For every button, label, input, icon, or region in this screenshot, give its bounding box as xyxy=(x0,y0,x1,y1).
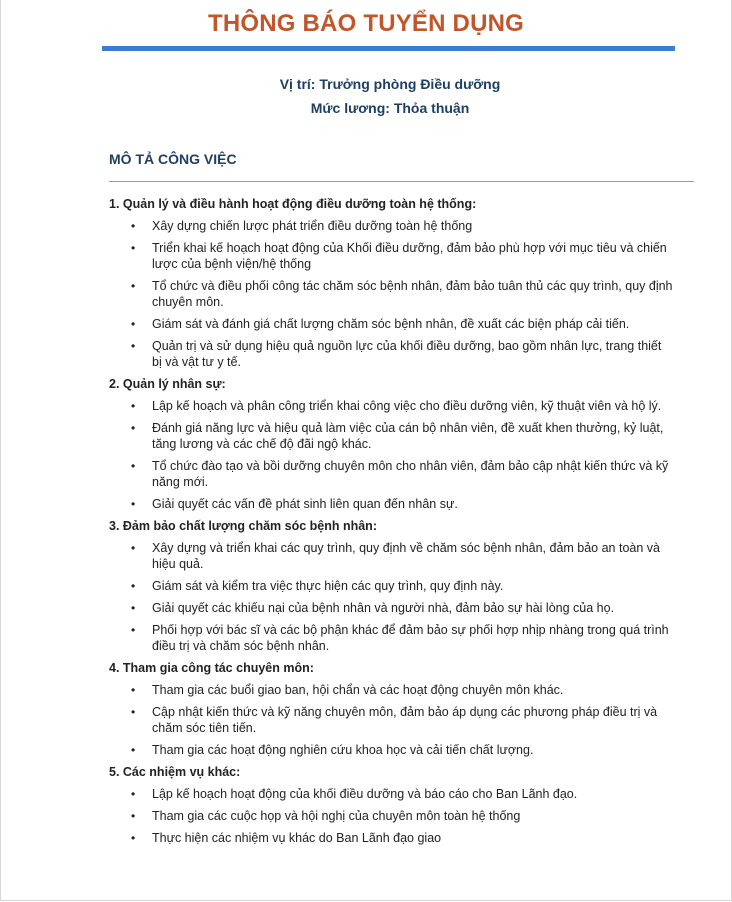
list-item-text: Giải quyết các vấn đề phát sinh liên quan đến nhân sự. xyxy=(152,497,458,511)
list-item xyxy=(109,808,674,824)
list-item xyxy=(109,496,674,512)
duty-list xyxy=(109,540,674,654)
bullet-icon: • xyxy=(131,743,136,757)
bullet-icon: • xyxy=(131,601,136,615)
bullet-icon: • xyxy=(131,317,136,331)
bullet-icon: • xyxy=(131,219,136,233)
list-item-text: Xây dựng chiến lược phát triển điều dưỡng toàn hệ thống xyxy=(152,219,473,233)
bullet-icon: • xyxy=(131,339,136,353)
job-description-body xyxy=(109,196,674,852)
duty-group-title: 1. Quản lý và điều hành hoạt động điều dưỡng toàn hệ thống: xyxy=(109,197,477,211)
list-item-text: Quản trị và sử dụng hiệu quả nguồn lực của khối điều dưỡng, bao gồm nhân lực, trang thiết bị và vật tư y tế. xyxy=(152,339,662,369)
title-underline-bar xyxy=(102,46,675,51)
duty-group xyxy=(109,376,674,512)
list-item-text: Xây dựng và triển khai các quy trình, quy định về chăm sóc bệnh nhân, đảm bảo an toàn và hiệu quả. xyxy=(152,541,660,571)
list-item xyxy=(109,240,674,272)
position-line: Vị trí: Trưởng phòng Điều dưỡng xyxy=(279,76,501,92)
list-item-text: Lập kế hoạch và phân công triển khai công việc cho điều dưỡng viên, kỹ thuật viên và hộ lý. xyxy=(152,399,662,413)
bullet-icon: • xyxy=(131,541,136,555)
list-item xyxy=(109,578,674,594)
list-item-text: Giải quyết các khiếu nại của bệnh nhân và người nhà, đảm bảo sự hài lòng của họ. xyxy=(152,601,615,615)
duty-group-title: 2. Quản lý nhân sự: xyxy=(109,377,226,391)
list-item-text: Tham gia các buổi giao ban, hội chẩn và các hoạt động chuyên môn khác. xyxy=(152,683,564,697)
duty-list xyxy=(109,682,674,758)
salary-line: Mức lương: Thỏa thuận xyxy=(310,100,470,116)
bullet-icon: • xyxy=(131,787,136,801)
list-item xyxy=(109,830,674,846)
bullet-icon: • xyxy=(131,497,136,511)
duty-group xyxy=(109,764,674,846)
list-item xyxy=(109,540,674,572)
list-item xyxy=(109,218,674,234)
list-item-text: Giám sát và đánh giá chất lượng chăm sóc bệnh nhân, đề xuất các biện pháp cải tiến. xyxy=(152,317,630,331)
bullet-icon: • xyxy=(131,683,136,697)
list-item-text: Lập kế hoạch hoạt động của khối điều dưỡng và báo cáo cho Ban Lãnh đạo. xyxy=(152,787,578,801)
bullet-icon: • xyxy=(131,809,136,823)
duty-group-title: 4. Tham gia công tác chuyên môn: xyxy=(109,661,314,675)
list-item-text: Triển khai kế hoạch hoạt động của Khối điều dưỡng, đảm bảo phù hợp với mục tiêu và chiến lược của bệnh viện/hệ thống xyxy=(152,241,667,271)
list-item-text: Tham gia các hoạt động nghiên cứu khoa học và cải tiến chất lượng. xyxy=(152,743,534,757)
list-item-text: Phối hợp với bác sĩ và các bộ phận khác để đảm bảo sự phối hợp nhịp nhàng trong quá trình điều trị và chăm sóc bệnh nhân. xyxy=(152,623,669,653)
list-item xyxy=(109,338,674,370)
bullet-icon: • xyxy=(131,831,136,845)
list-item xyxy=(109,742,674,758)
bullet-icon: • xyxy=(131,705,136,719)
list-item-text: Tham gia các cuộc họp và hội nghị của chuyên môn toàn hệ thống xyxy=(152,809,521,823)
section-divider xyxy=(109,181,694,182)
list-item xyxy=(109,704,674,736)
list-item xyxy=(109,458,674,490)
list-item xyxy=(109,600,674,616)
list-item xyxy=(109,786,674,802)
document-title: THÔNG BÁO TUYỂN DỤNG xyxy=(208,10,524,37)
duty-group xyxy=(109,660,674,758)
section-heading: MÔ TẢ CÔNG VIỆC xyxy=(109,151,237,167)
list-item xyxy=(109,682,674,698)
list-item-text: Cập nhật kiến thức và kỹ năng chuyên môn, đảm bảo áp dụng các phương pháp điều trị và chăm sóc tiên tiến. xyxy=(152,705,658,735)
list-item-text: Tổ chức đào tạo và bồi dưỡng chuyên môn cho nhân viên, đảm bảo cập nhật kiến thức và kỹ năng mới. xyxy=(152,459,669,489)
list-item-text: Thực hiện các nhiệm vụ khác do Ban Lãnh đạo giao xyxy=(152,831,442,845)
bullet-icon: • xyxy=(131,399,136,413)
bullet-icon: • xyxy=(131,421,136,435)
bullet-icon: • xyxy=(131,459,136,473)
bullet-icon: • xyxy=(131,279,136,293)
list-item xyxy=(109,622,674,654)
bullet-icon: • xyxy=(131,241,136,255)
list-item-text: Đánh giá năng lực và hiệu quả làm việc của cán bộ nhân viên, đề xuất khen thưởng, kỷ luật, tăng lương và các chế độ đãi ngộ khác. xyxy=(152,421,664,451)
duty-list xyxy=(109,786,674,846)
list-item-text: Tổ chức và điều phối công tác chăm sóc bệnh nhân, đảm bảo tuân thủ các quy trình, quy định chuyên môn. xyxy=(152,279,673,309)
list-item xyxy=(109,316,674,332)
list-item-text: Giám sát và kiểm tra việc thực hiện các quy trình, quy định này. xyxy=(152,579,504,593)
duty-group-title: 5. Các nhiệm vụ khác: xyxy=(109,765,241,779)
list-item xyxy=(109,278,674,310)
list-item xyxy=(109,398,674,414)
duty-group xyxy=(109,518,674,654)
duty-group-title: 3. Đảm bảo chất lượng chăm sóc bệnh nhân: xyxy=(109,519,377,533)
list-item xyxy=(109,420,674,452)
bullet-icon: • xyxy=(131,623,136,637)
duty-group xyxy=(109,196,674,370)
duty-list xyxy=(109,398,674,512)
bullet-icon: • xyxy=(131,579,136,593)
duty-list xyxy=(109,218,674,370)
